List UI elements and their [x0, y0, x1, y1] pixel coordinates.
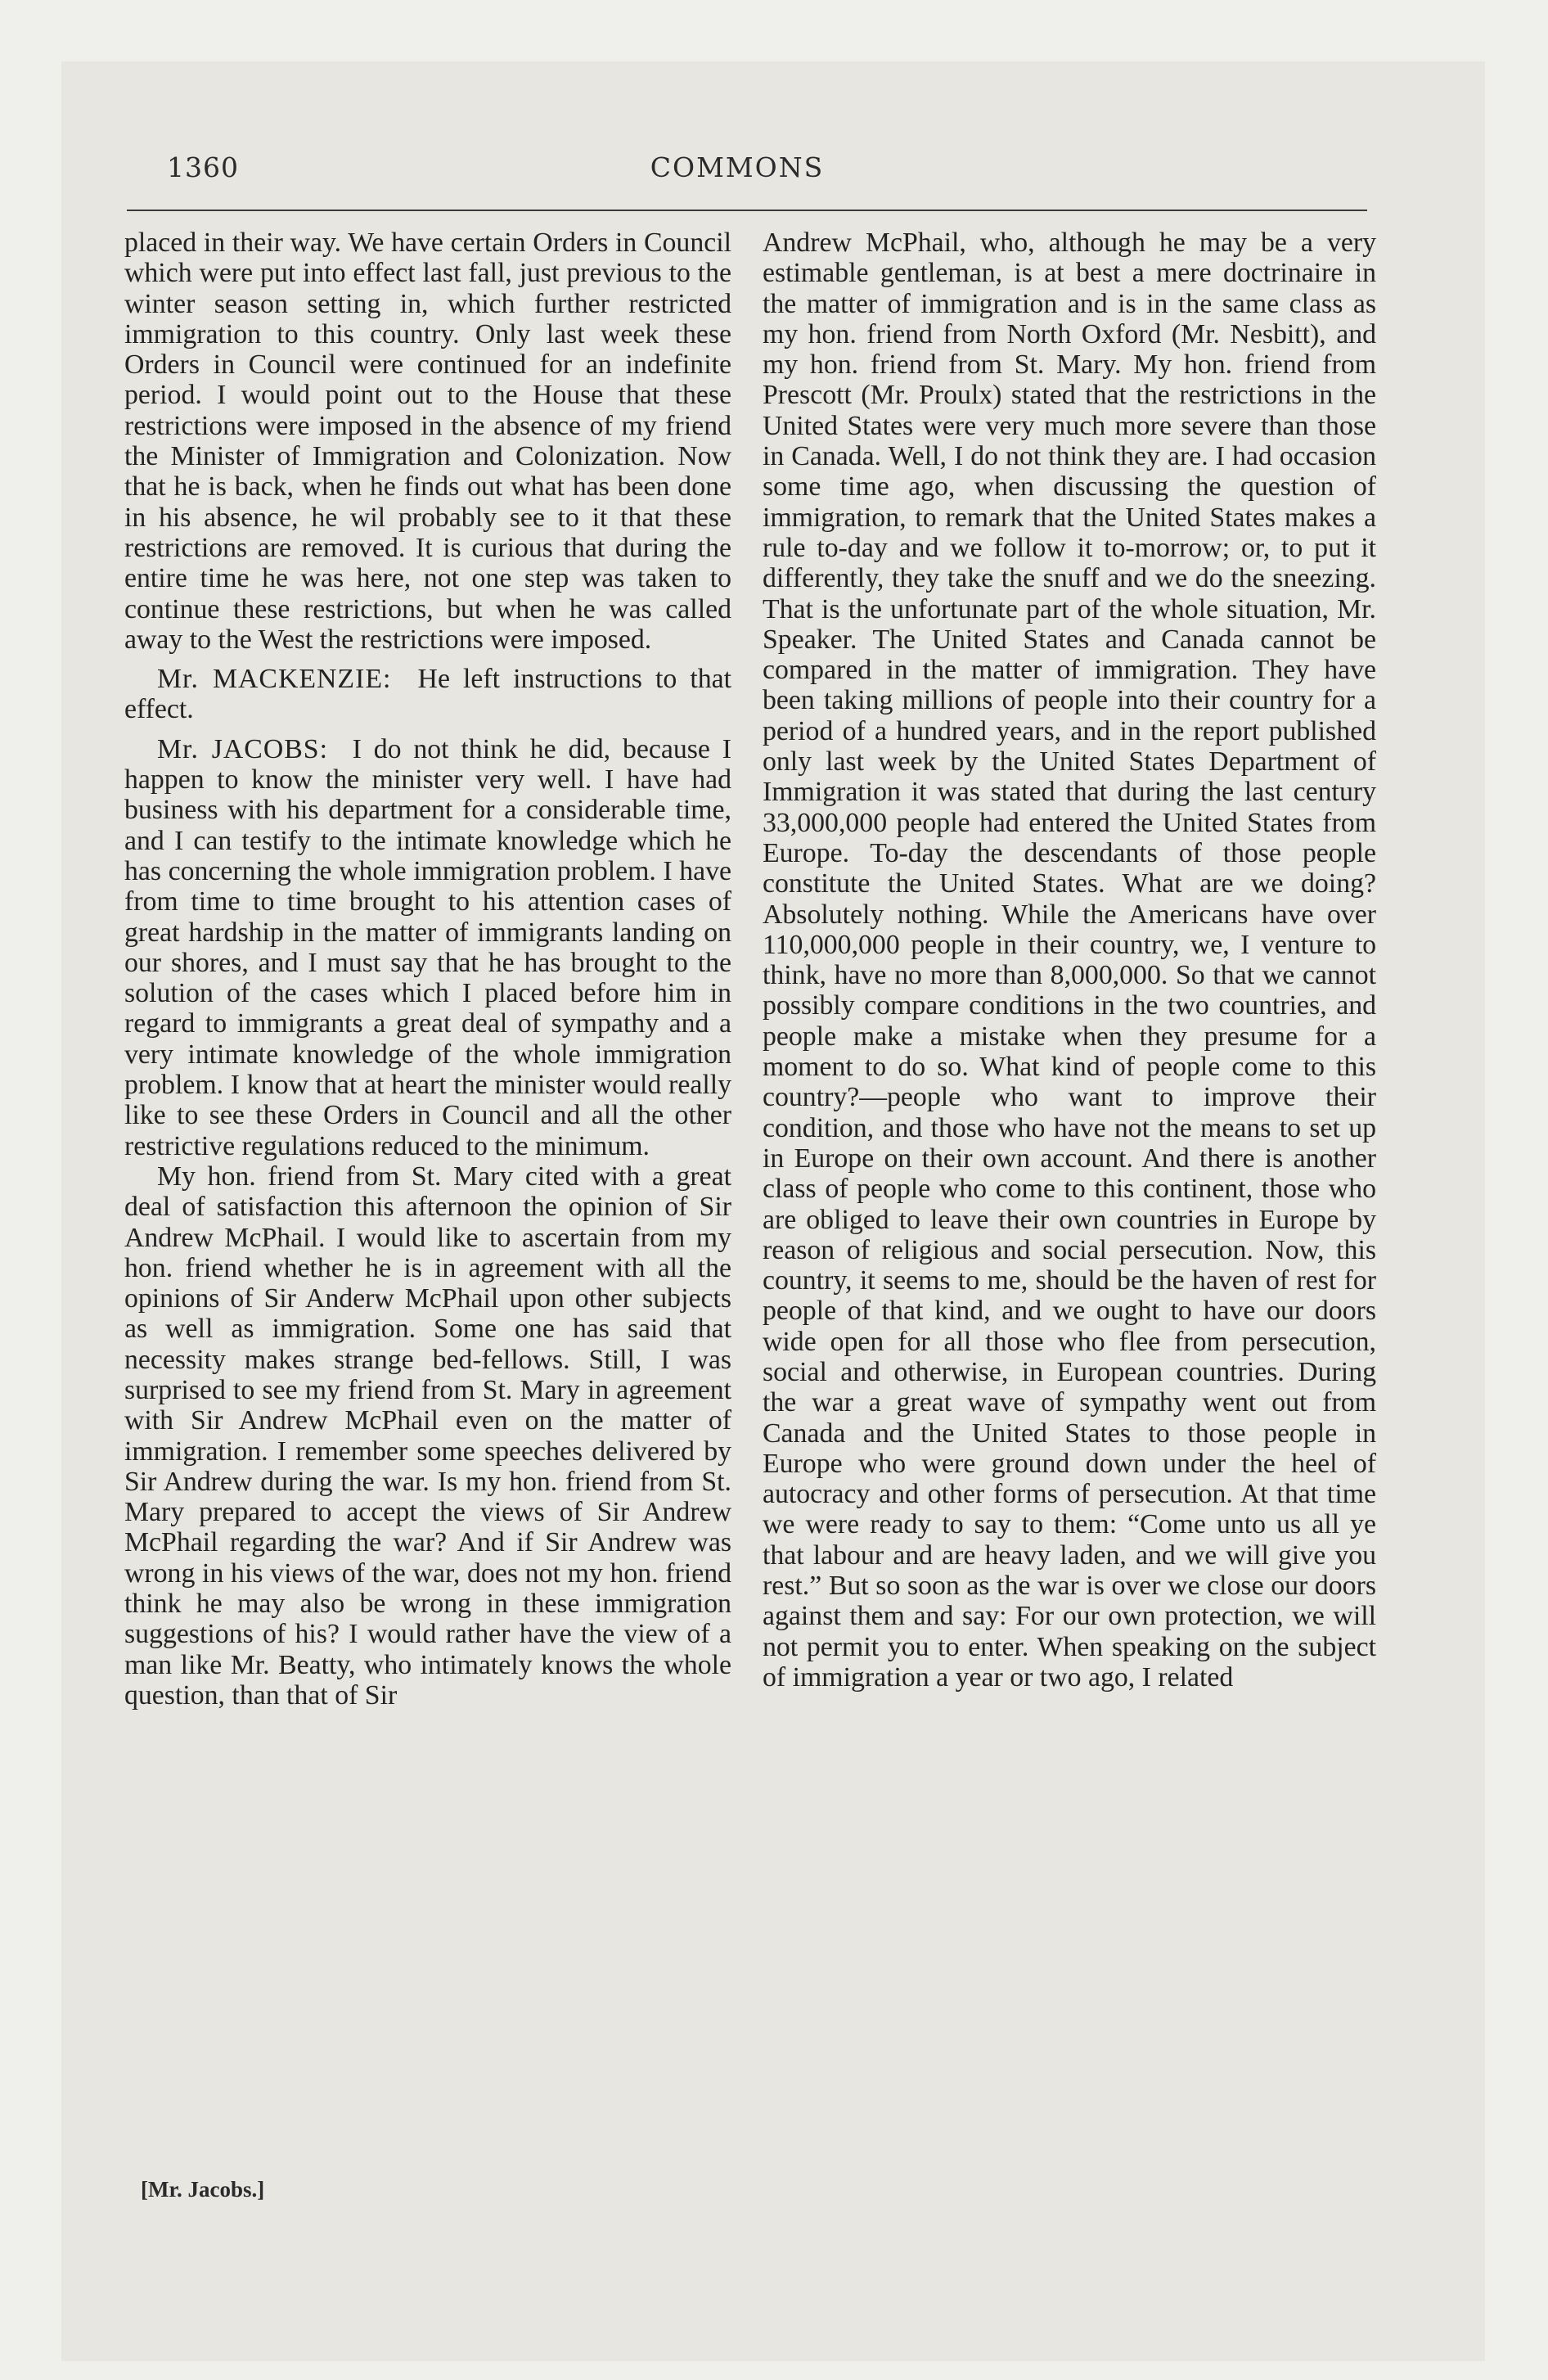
paragraph: My hon. friend from St. Mary cited with a great deal of satisfaction this afternoon the opinion of Sir Andrew McPhail. I would like to ascertain from my hon. friend whether he is in agreement with all the opinions of Sir Anderw McPhail upon other subjects as well as immigration. Some one has said that necessity makes strange bed-fellows. Still, I was surprised to see my friend from St. Mary in agreement with Sir Andrew McPhail even on the matter of immigration. I remember some speeches delivered by Sir Andrew during the war. Is my hon. friend from St. Mary prepared to accept the views of Sir Andrew McPhail regarding the war? And if Sir Andrew was wrong in his views of the war, does not my hon. friend think he may also be wrong in these immigration suggestions of his? I would rather have the view of a man like Mr. Beatty, who intimately knows the whole question, than that of Sir — [124, 1161, 731, 1711]
left-column — [124, 228, 731, 1711]
speaker-name: Mr. MACKENZIE: — [157, 664, 392, 695]
running-head — [107, 148, 1367, 189]
speech-text: I do not think he did, because I happen to know the minister very well. I have had business with his department for a considerable time, and I can testify to the intimate knowledge which he has concerning the whole immigration problem. I have from time to time brought to his attention cases of great hardship in the matter of immigrants landing on our shores, and I must say that he has brought to the solution of the cases which I placed before him in regard to immigrants a great deal of sympathy and a very intimate knowledge of the whole immigration problem. I know that at heart the minister would really like to see these Orders in Council and all the other restrictive regulations reduced to the minimum. — [124, 733, 731, 1161]
speaker-name: Mr. JACOBS: — [157, 733, 328, 764]
paragraph: Andrew McPhail, who, although he may be a very estimable gentleman, is at best a mere doctrinaire in the matter of immigration and is in the same class as my hon. friend from North Oxford (Mr. Nesbitt), and my hon. friend from St. Mary. My hon. friend from Prescott (Mr. Proulx) stated that the restrictions in the United States were very much more severe than those in Canada. Well, I do not think they are. I had occasion some time ago, when discussing the question of immigration, to remark that the United States makes a rule to-day and we follow it to-morrow; or, to put it differently, they take the snuff and we do the sneezing. That is the unfortunate part of the whole situation, Mr. Speaker. The United States and Canada cannot be compared in the matter of immigration. They have been taking millions of people into their country for a period of a hundred years, and in the report published only last week by the United States Department of Immigration it was stated that during the last century 33,000,000 people had entered the United States from Europe. To-day the descendants of those people constitute the United States. What are we doing? Absolutely nothing. While the Americans have over 110,000,000 people in their country, we, I venture to think, have no more than 8,000,000. So that we cannot possibly compare conditions in the two countries, and people make a mistake when they presume for a moment to do so. What kind of people come to this country?—people who want to improve their condition, and those who have not the means to set up in Europe on their own account. And there is another class of people who come to this continent, those who are obliged to leave their own countries in Europe by reason of religious and social persecution. Now, this country, it seems to me, should be the haven of rest for people of that kind, and we ought to have our doors wide open for all those who flee from persecution, social and otherwise, in European countries. During the war a great wave of sympathy went out from Canada and the United States to those people in Europe who were ground down under the heel of autocracy and other forms of persecution. At that time we were ready to say to them: “Come unto us all ye that labour and are heavy laden, and we will give you rest.” But so soon as the war is over we close our doors against them and say: For our own protection, we will not permit you to enter. When speaking on the subject of immigration a year or two ago, I related — [763, 228, 1376, 1693]
right-column — [763, 228, 1376, 1693]
header-title: COMMONS — [650, 151, 825, 183]
speech-text: He left instructions to that effect. — [124, 664, 732, 725]
paragraph: placed in their way. We have certain Orders in Council which were put into effect last fall, just previous to the winter season setting in, which further restricted immigration to this country. Only last week these Orders in Council were continued for an indefinite period. I would point out to the House that these restrictions were imposed in the absence of my friend the Minister of Immigration and Colonization. Now that he is back, when he finds out what has been done in his absence, he wil probably see to it that these restrictions are removed. It is curious that during the entire time he was here, not one step was taken to continue these restrictions, but when he was called away to the West the restrictions were imposed. — [124, 228, 731, 655]
paragraph-mackenzie — [124, 664, 731, 725]
paragraph-jacobs — [124, 734, 731, 1161]
header-rule — [127, 210, 1367, 211]
speaker-footnote: [Mr. Jacobs.] — [141, 2177, 265, 2202]
page-number: 1360 — [167, 151, 239, 183]
